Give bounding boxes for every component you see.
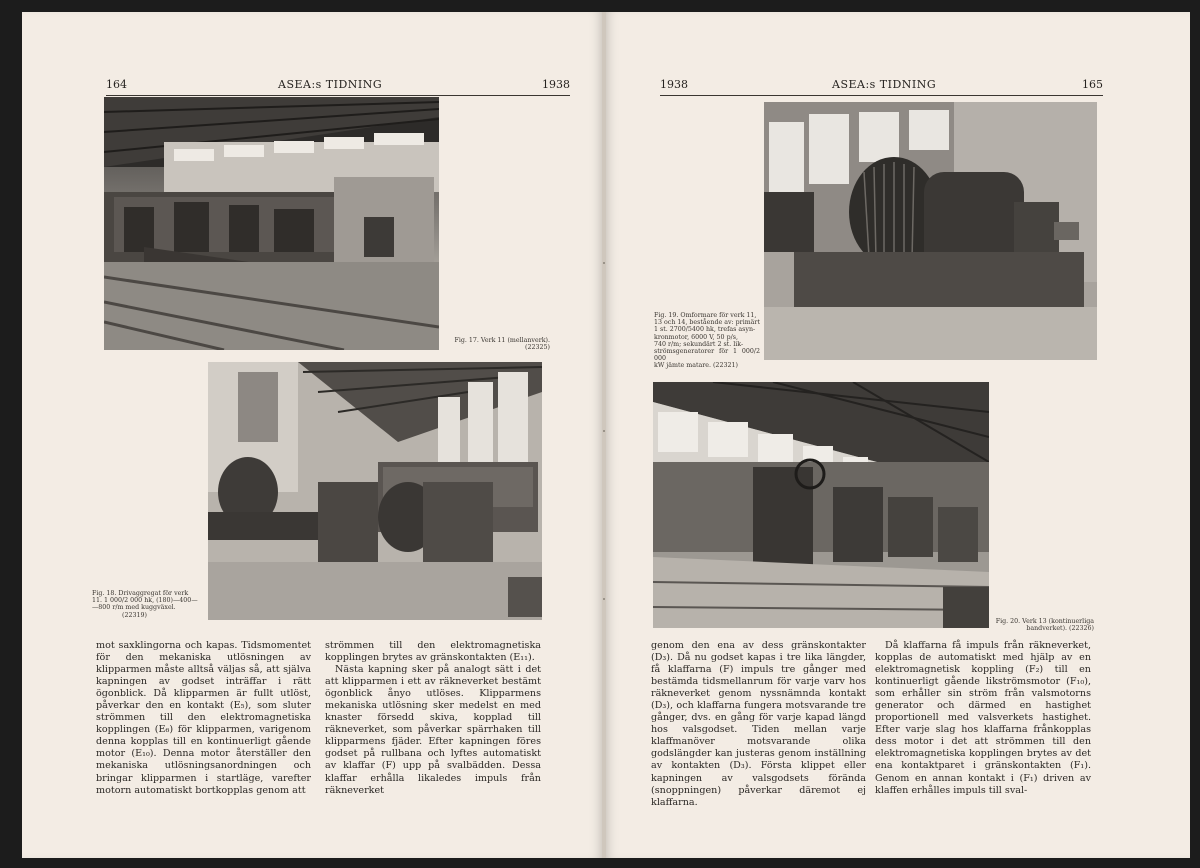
caption-line: Fig. 19. Omformare för verk 11, [654, 312, 757, 319]
binding-stitch [603, 598, 605, 600]
left-page [22, 12, 602, 858]
fig18-caption [92, 590, 204, 619]
caption-line: kW jämte matare. (22321) [654, 362, 738, 370]
year: 1938 [660, 78, 688, 91]
page-header [660, 76, 1103, 96]
page-header [106, 76, 570, 96]
binding-stitch [603, 262, 605, 264]
caption-line: Fig. 18. Drivaggregat för verk [92, 590, 189, 597]
binding-stitch [603, 430, 605, 432]
fig17-caption [450, 337, 550, 351]
body-column-1 [96, 640, 311, 797]
body-column-1 [651, 640, 866, 809]
fig17-photo [104, 97, 439, 350]
caption-line: 13 och 14, bestående av: primärt [654, 319, 760, 327]
journal-title: ASEA:s TIDNING [278, 78, 383, 91]
body-column-2 [325, 640, 541, 797]
caption-line: —800 r/m med kuggväxel. [92, 604, 176, 612]
year: 1938 [542, 78, 570, 91]
fig18-photo [208, 362, 542, 620]
paragraph: strömmen till den elektromagnetiska kopplingen brytes av gränskontakten (E₁₁). [325, 640, 541, 664]
journal-title: ASEA:s TIDNING [832, 78, 937, 91]
paragraph: Då klaffarna få impuls från räkneverket, kopplas de automatiskt med hjälp av en elektromagnetisk koppling (F₂) till en kontinuerligt gående likströmsmotor (F₁₀), som erhåller sin ström från valsmotorns generator och därmed en hastighet proportionell med valsverkets hastighet. Efter varje slag hos klaffarna frånkopplas dess motor i det att strömmen till den elektromagnetiska kopplingen brytes av det ena kontaktparet i gränskontakten (F₁). Genom en annan kontakt i (F₁) driven av klaffen erhålles impuls till sval- [875, 640, 1091, 796]
right-page [606, 12, 1190, 858]
header-rule [660, 95, 1103, 96]
caption-line: strömsgeneratorer för 1 000/2 000 [654, 348, 760, 363]
fig19-caption [654, 312, 760, 370]
page-number: 164 [106, 78, 127, 91]
caption-line: bandverket). (22326) [1026, 625, 1094, 633]
fig20-photo [653, 382, 989, 628]
caption-line: 740 r/m; sekundärt 2 st. lik- [654, 340, 744, 348]
caption-line: 1 st. 2700/5400 hk, trefas asyn- [654, 326, 756, 334]
fig19-photo [764, 102, 1097, 360]
fig20-caption [994, 618, 1094, 632]
paragraph: mot saxklingorna och kapas. Tidsmomentet för den mekaniska utlösningen av klipparmen måste alltså väljas så, att själva kapningen av godset inträffar i rätt ögonblick. Då klipparmen är fullt utlöst, påverkar den en kontakt (E₅), som sluter strömmen till den elektromagnetiska kopplingen (E₆) för klipparmen, varigenom denna kopplas till en kontinuerligt gående motor (E₁₀). Denna motor återställer den mekaniska utlösningsanordningen och bringar klipparmen i startläge, varefter motorn automatiskt bortkopplas genom att [96, 640, 311, 796]
caption-line: (22319) [122, 611, 147, 619]
caption-line: 11. 1 000/2 000 hk, (180)—400— [92, 597, 198, 605]
caption-line: Fig. 20. Verk 13 (kontinuerliga [995, 618, 1094, 625]
caption-line: Fig. 17. Verk 11 (mellanverk). [454, 337, 550, 344]
caption-line: kronmotor, 6000 V, 50 p/s, [654, 333, 738, 341]
caption-line: (22325) [525, 344, 550, 352]
paragraph: genom den ena av dess gränskontakter (D₃). Då nu godset kapas i tre lika längder, få klaffarna (F) impuls tre gånger med bestämda tidsmellanrum för varje varv hos räkneverket genom nyssnämnda kontakt (D₃), och klaffarna fungera motsvarande tre gånger, dvs. en gång för varje kapad längd hos valsgodset. Tiden mellan varje klaffmanöver motsvarande olika godslängder kan justeras genom inställning av kontakten (D₃). Första klippet eller kapningen av valsgodsets förända (snoppningen) påverkar däremot ej klaffarna. [651, 640, 866, 808]
body-column-2 [875, 640, 1091, 797]
page-number: 165 [1082, 78, 1103, 91]
paragraph: Nästa kapning sker på analogt sätt i det att klipparmen i ett av räkneverket bestämt ögonblick ånyo utlöses. Klipparmens mekaniska utlösning sker medelst en med knaster försedd skiva, kopplad till räkneverket, som påverkar spärrhaken till klipparmens fjäder. Efter kapningen föres godset på rullbana och lyftes automatiskt av klaffar (F) upp på svalbädden. Dessa klaffar erhålla likaledes impuls från räkneverket [325, 664, 541, 796]
header-rule [106, 95, 570, 96]
